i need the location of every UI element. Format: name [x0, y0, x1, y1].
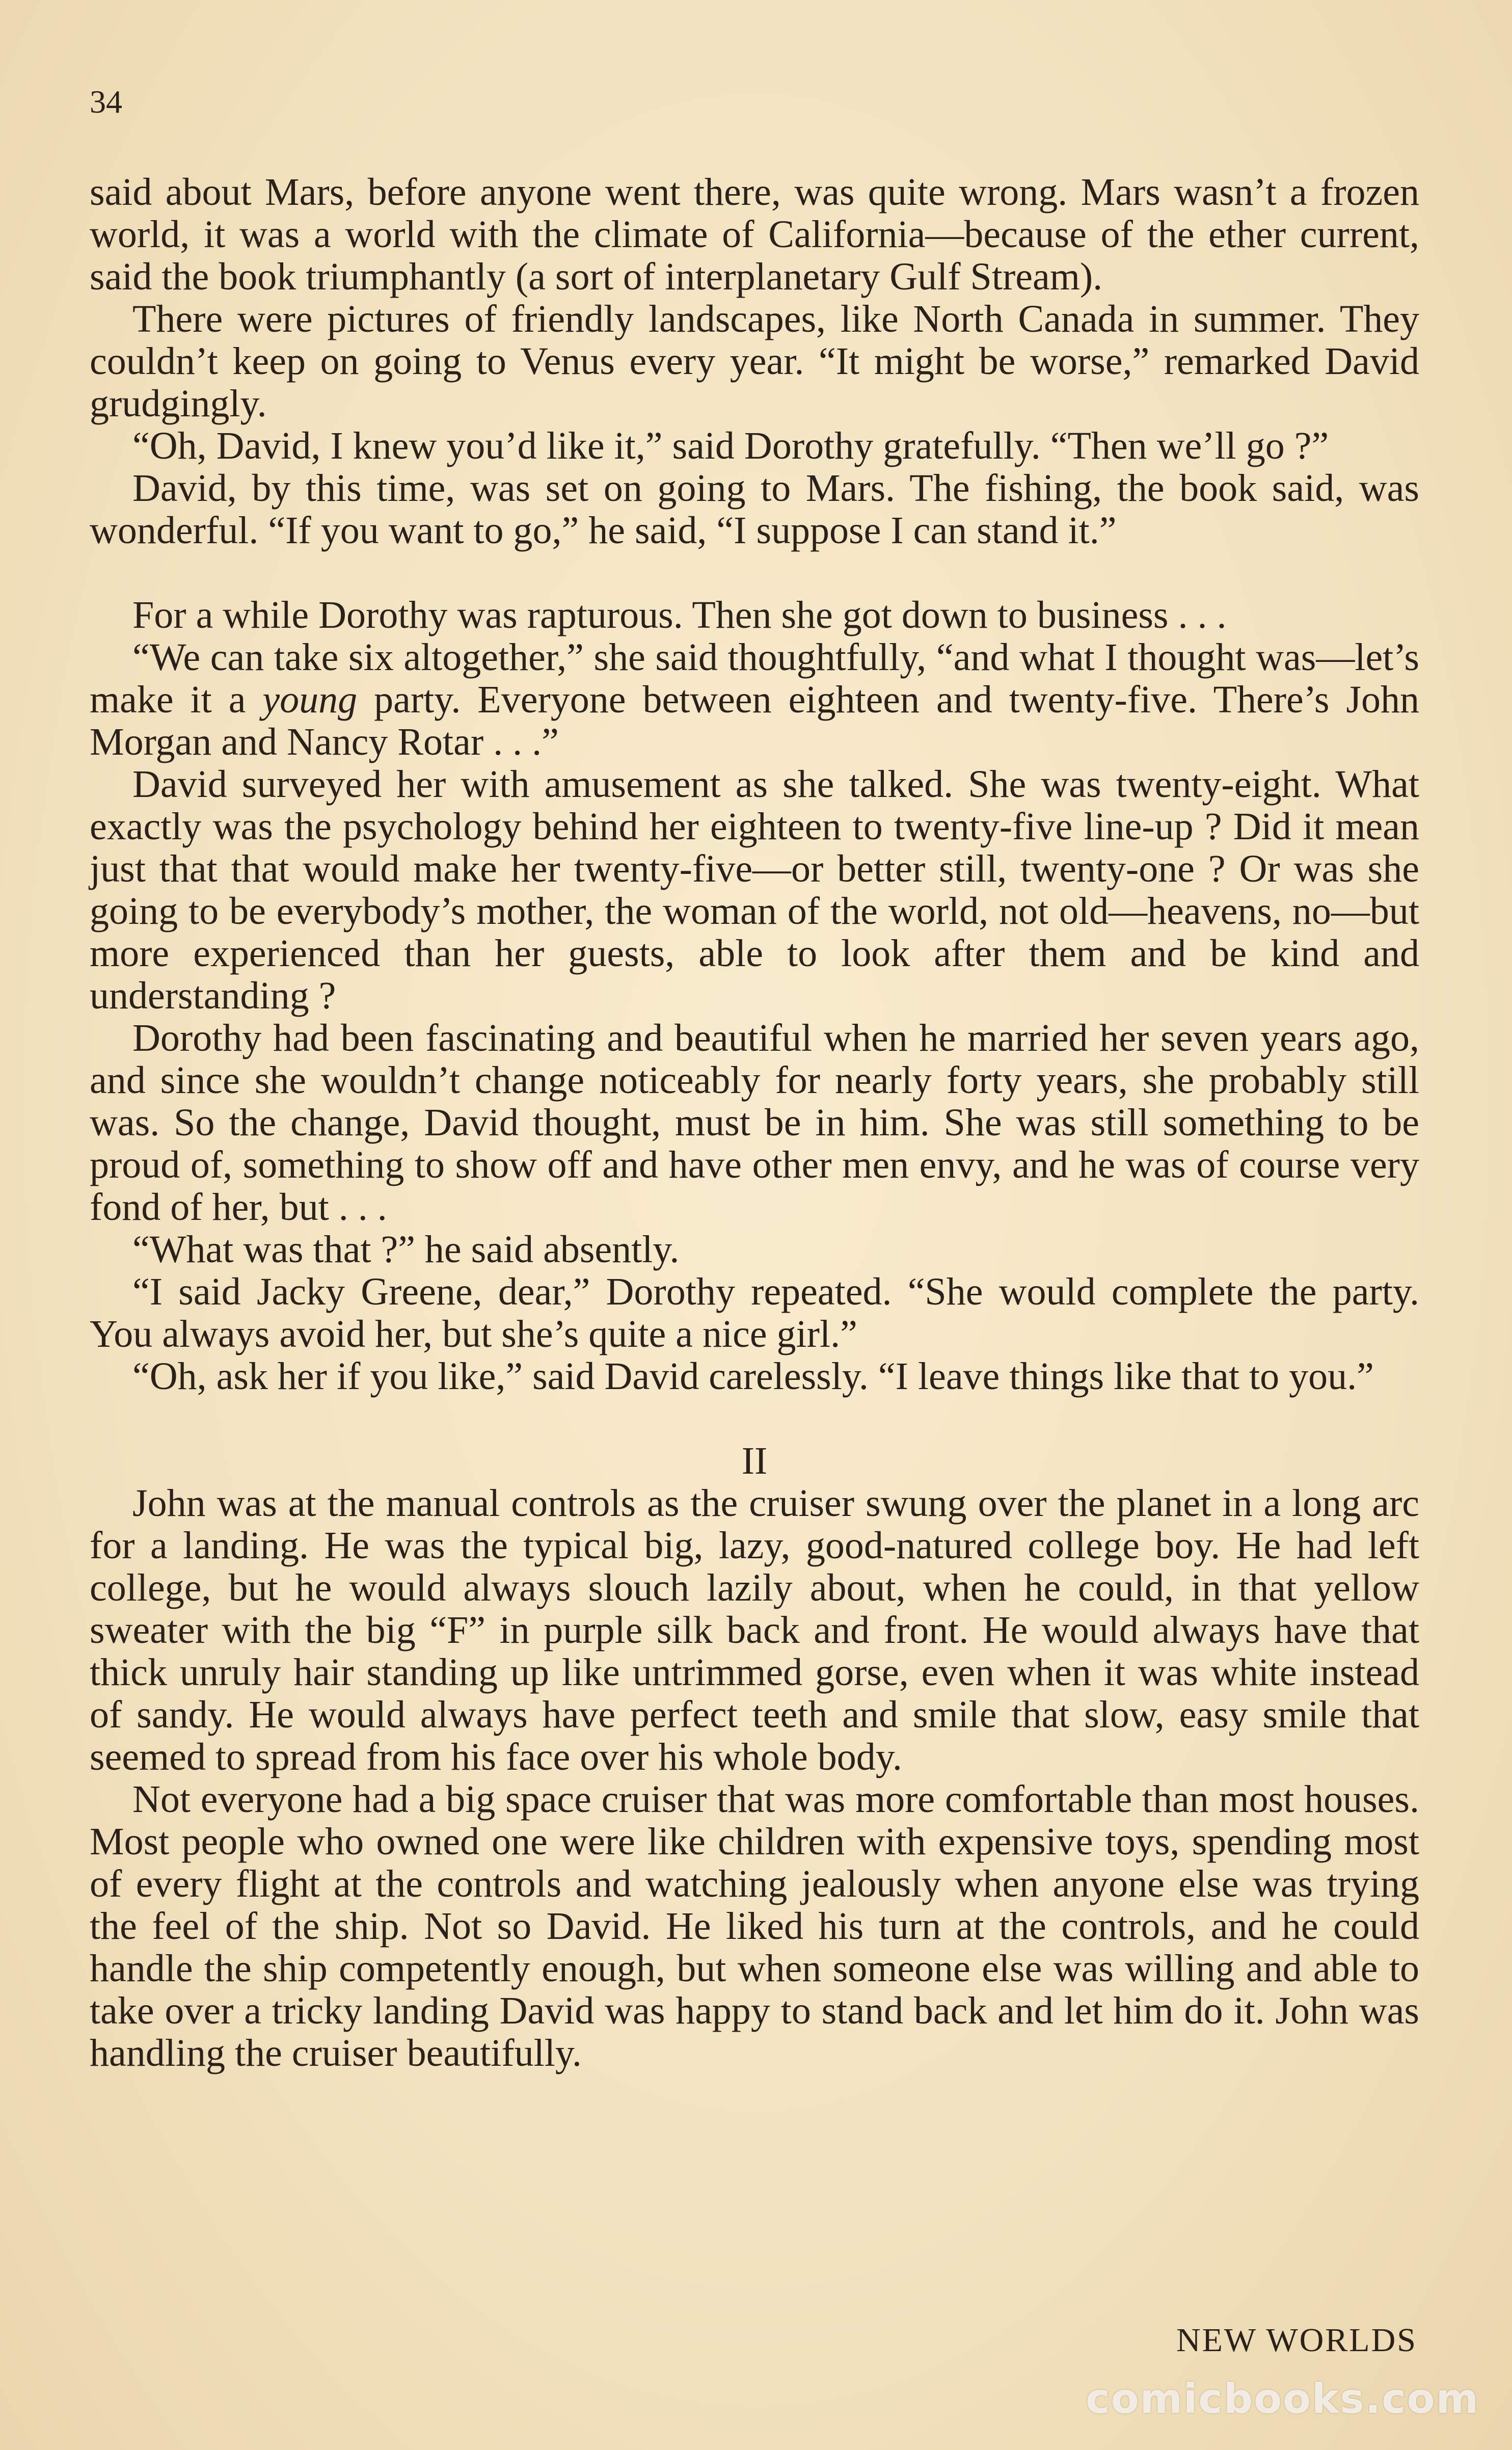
paragraph: Dorothy had been fascinating and beautiful when he married her seven years ago, and since she wouldn’t change noticeably for nearly forty years, she probably still was. So the change, David thought, must be in him. She was still something to be proud of, something to show off and have other men envy, and he was of course very fond of her, but . . .	[90, 1017, 1419, 1229]
italic-word: young	[262, 678, 358, 721]
paragraph: David, by this time, was set on going to Mars. The fishing, the book said, was wonderful. “If you want to go,” he said, “I suppose I can stand it.”	[90, 467, 1419, 552]
paragraph: David surveyed her with amusement as she talked. She was twenty-eight. What exactly was the psychology behind her eighteen to twenty-five line-up ? Did it mean just that that would make her twenty-five—or better still, twenty-one ? Or was she going to be everybody’s mother, the woman of the world, not old—heavens, no—but more experienced than her guests, able to look after them and be kind and understanding ?	[90, 763, 1419, 1017]
paragraph: “Oh, David, I knew you’d like it,” said Dorothy gratefully. “Then we’ll go ?”	[132, 424, 1329, 467]
text-run: party. Everyone between eighteen and twenty-five. There’s John Morgan and Nancy Rotar . . .”	[90, 678, 1419, 763]
text-run: “We can take six altogether,” she said thoughtfully, “and what I thought was—let’s make it a	[90, 636, 1419, 721]
paragraph: said about Mars, before anyone went there, was quite wrong. Mars wasn’t a frozen world, it was a world with the climate of California—because of the ether current, said the book triumphantly (a sort of interplanetary Gulf Stream).	[90, 171, 1419, 298]
footer-magazine-title: NEW WORLDS	[1176, 2322, 1417, 2359]
paragraph: “Oh, ask her if you like,” said David carelessly. “I leave things like that to you.”	[132, 1355, 1374, 1398]
paragraph: For a while Dorothy was rapturous. Then she got down to business . . .	[132, 594, 1227, 636]
section-spacer	[90, 1398, 1419, 1440]
scene-break	[90, 552, 1419, 594]
body-text	[90, 171, 1419, 2074]
paragraph: John was at the manual controls as the cruiser swung over the planet in a long arc for a landing. He was the typical big, lazy, good-natured college boy. He had left college, but he would always slouch lazily about, when he could, in that yellow sweater with the big “F” in purple silk back and front. He would always have that thick unruly hair standing up like untrimmed gorse, even when it was white instead of sandy. He would always have perfect teeth and smile that slow, easy smile that seemed to spread from his face over his whole body.	[90, 1482, 1419, 1778]
paragraph-with-italic	[90, 636, 1419, 763]
paragraph: “I said Jacky Greene, dear,” Dorothy repeated. “She would complete the party. You always avoid her, but she’s quite a nice girl.”	[90, 1270, 1419, 1355]
page-number: 34	[90, 84, 122, 120]
watermark: comicbooks.com	[1086, 2375, 1479, 2422]
section-heading: II	[741, 1440, 768, 1482]
paragraph: “What was that ?” he said absently.	[132, 1228, 680, 1271]
paragraph: There were pictures of friendly landscapes, like North Canada in summer. They couldn’t keep on going to Venus every year. “It might be worse,” remarked David grudgingly.	[90, 298, 1419, 425]
paragraph: Not everyone had a big space cruiser that was more comfortable than most houses. Most people who owned one were like children with expensive toys, spending most of every flight at the controls and watching jealously when anyone else was trying the feel of the ship. Not so David. He liked his turn at the controls, and he could handle the ship competently enough, but when someone else was willing and able to take over a tricky landing David was happy to stand back and let him do it. John was handling the cruiser beautifully.	[90, 1778, 1419, 2074]
